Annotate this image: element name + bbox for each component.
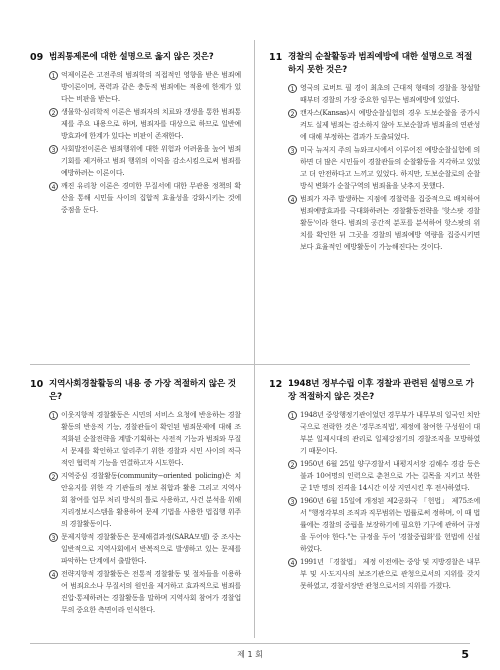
option-mark: 3 bbox=[288, 497, 297, 506]
option-mark: 2 bbox=[49, 108, 58, 117]
option-2[interactable] bbox=[49, 106, 241, 142]
question-title: 경찰의 순찰활동과 범죄예방에 대한 설명으로 적절하지 못한 것은? bbox=[288, 52, 473, 75]
option-2[interactable] bbox=[288, 458, 480, 494]
option-mark: 1 bbox=[49, 411, 58, 420]
option-mark: 2 bbox=[49, 472, 58, 481]
option-1[interactable] bbox=[49, 409, 241, 469]
option-1[interactable] bbox=[49, 69, 241, 105]
option-1[interactable] bbox=[288, 82, 480, 106]
section-divider bbox=[30, 364, 470, 365]
column-divider bbox=[254, 40, 255, 638]
question-number: 09 bbox=[30, 52, 44, 63]
page-number: 5 bbox=[461, 648, 469, 661]
option-3[interactable] bbox=[49, 531, 241, 567]
option-3[interactable] bbox=[288, 144, 480, 192]
question-title: 범죄통제론에 대한 설명으로 옳지 않은 것은? bbox=[49, 52, 214, 62]
exam-round-label: 제 1 회 bbox=[237, 650, 263, 659]
option-text: 지역중심 경찰활동(community−oriented policing)은 치안유지를 위한 각 기관들의 정보 취합과 활용 그리고 지역사회 참여를 업무 처리 방식의 틀로 사용하고, 사건 분석을 위해 지리정보시스템을 활용하여 문제 기법을 사용한 법집행 위주의 경찰활동이다. bbox=[61, 471, 241, 528]
question-title: 지역사회경찰활동의 내용 중 가장 적절하지 않은 것은? bbox=[49, 379, 236, 402]
option-4[interactable] bbox=[288, 556, 480, 592]
option-4[interactable] bbox=[49, 180, 241, 216]
option-3[interactable] bbox=[49, 143, 241, 179]
option-mark: 2 bbox=[288, 460, 297, 469]
option-mark: 1 bbox=[49, 71, 58, 80]
option-mark: 2 bbox=[288, 109, 297, 118]
option-text: 전략지향적 경찰활동은 전통적 경찰활동 및 절차들을 이용하여 범죄요소나 무질서의 원인을 제거하고 효과적으로 범죄를 진압·통제하려는 경찰활동을 말하며 지역사회 참여가 경찰업무의 중요한 측면이라 인식한다. bbox=[61, 569, 241, 614]
option-text: 1950년 6월 25일 양구경찰서 내평지서장 김해수 경감 등은 불과 10여명의 인력으로 춘천으로 가는 길목을 지키고 북한군 1만 명의 진격을 14시간 이상 지연시킨 후 전사하였다. bbox=[300, 459, 480, 492]
page-footer bbox=[0, 648, 500, 662]
options-list bbox=[49, 409, 241, 616]
option-text: 생물학·심리학적 이론은 범죄자의 치료와 갱생을 통한 범죄통제를 주요 내용으로 하며, 범죄자를 대상으로 하므로 일반예방효과에 한계가 있다는 비판이 존재한다. bbox=[61, 107, 241, 140]
option-mark: 3 bbox=[49, 533, 58, 542]
option-text: 1991년 「경찰법」 제정 이전에는 중앙 및 지방경찰은 내무부 및 시·도지사의 보조기관으로 관청으로서의 지위를 갖지 못하였고, 경찰서장만 관청으로서의 지위를 가졌다. bbox=[300, 557, 480, 590]
footer-divider bbox=[30, 643, 470, 644]
option-text: 캔자스(Kansas)시 예방순찰실험의 경우 도보순찰을 증가시켜도 실제 범죄는 감소하지 않아 도보순찰과 범죄율의 연관성에 대해 부정하는 결과가 도출되었다. bbox=[300, 108, 480, 141]
option-text: 이웃지향적 경찰활동은 시민의 서비스 요청에 반응하는 경찰활동의 반응적 기능, 경찰관들이 확인된 범죄문제에 대해 조직화된 순찰전략을 계발·기획하는 사전적 기능과 범죄와 무질서 문제를 확인하고 알리주기 위한 경찰과 시민 사이의 적극적인 협력적 기능을 연결하고자 시도한다. bbox=[61, 410, 241, 467]
option-text: 1948년 중앙행정기관이었던 경무부가 내무부의 일국인 치안국으로 전락한 것은 '경무조직법', 제정에 참여한 구성원이 대부분 일제시대의 관리로 일제강점기의 경찰조직을 모방하였기 때문이다. bbox=[300, 410, 480, 455]
option-mark: 4 bbox=[49, 182, 58, 191]
option-text: 1960년 6월 15일에 개정된 제2공화국 「헌법」 제75조에서 "행정각부의 조직과 직무범위는 법률로써 정하며, 이 때 법률에는 경찰의 중립을 보장하기에 필요한 기구에 관하여 규정을 두어야 한다."는 규정을 두어 '경찰중립화'를 헌법에 신설하였다. bbox=[300, 496, 480, 553]
option-2[interactable] bbox=[49, 470, 241, 530]
option-4[interactable] bbox=[288, 193, 480, 253]
option-2[interactable] bbox=[288, 107, 480, 143]
option-text: 억제이론은 고전주의 범죄학의 직접적인 영향을 받은 범죄예방이론이며, 폭력과 같은 충동적 범죄에는 적용에 한계가 있다는 비판을 받는다. bbox=[61, 70, 241, 103]
option-mark: 4 bbox=[288, 558, 297, 567]
option-mark: 3 bbox=[288, 146, 297, 155]
question-number: 12 bbox=[269, 379, 283, 390]
option-mark: 1 bbox=[288, 411, 297, 420]
question-09 bbox=[30, 51, 241, 217]
option-text: 영국의 로버트 필 경이 최초의 근대적 형태의 경찰을 창설할 때부터 경찰의 가장 중요한 임무는 범죄예방에 있었다. bbox=[300, 83, 480, 104]
option-mark: 3 bbox=[49, 145, 58, 154]
option-text: 깨진 유리창 이론은 경미한 무질서에 대한 무관용 정책의 확산을 통해 시민들 사이의 집합적 효율성을 강화시키는 것에 중점을 둔다. bbox=[61, 181, 241, 214]
option-mark: 1 bbox=[288, 84, 297, 93]
option-4[interactable] bbox=[49, 568, 241, 616]
options-list bbox=[49, 69, 241, 216]
question-11 bbox=[269, 51, 480, 254]
option-text: 사회발전이론은 범죄행위에 대한 위험과 어려움을 높여 범죄기회를 제거하고 범죄 행위의 이익을 감소시킴으로써 범죄를 예방하려는 이론이다. bbox=[61, 144, 241, 177]
option-text: 범죄가 자주 발생하는 지점에 경찰력을 집중적으로 배치하여 범죄예방효과를 극대화하려는 경찰활동전략을 '핫스팟 경찰활동'이라 한다. 범죄의 공간적 분포를 분석하여 핫스팟의 위치를 확인한 뒤 그곳을 경찰의 범죄예방 역량을 집중시키면 보다 효율적인 예방활동이 가능해진다는 것이다. bbox=[300, 194, 480, 251]
question-title: 1948년 정부수립 이후 경찰과 관련된 설명으로 가장 적절하지 않은 것은? bbox=[288, 379, 474, 402]
option-mark: 4 bbox=[49, 570, 58, 579]
question-number: 10 bbox=[30, 379, 44, 390]
option-3[interactable] bbox=[288, 495, 480, 555]
question-12 bbox=[269, 378, 480, 593]
question-10 bbox=[30, 378, 241, 617]
option-text: 미국 뉴저지 주의 뉴와크시에서 이루어진 예방순찰실험에 의하면 더 많은 시민들이 경찰관들의 순찰활동을 지각하고 있었고 더 안전하다고 느끼고 있었다. 하지만, 도보순찰로의 순찰방식 변화가 순찰구역의 범죄율을 낮추지 못했다. bbox=[300, 145, 480, 190]
question-number: 11 bbox=[269, 52, 283, 63]
option-mark: 4 bbox=[288, 195, 297, 204]
options-list bbox=[288, 82, 480, 253]
option-text: 문제지향적 경찰활동은 문제해결과정(SARA모델) 중 조사는 일반적으로 지역사회에서 반복적으로 발생하고 있는 문제를 파악하는 단계에서 출발한다. bbox=[61, 532, 241, 565]
option-1[interactable] bbox=[288, 409, 480, 457]
options-list bbox=[288, 409, 480, 592]
